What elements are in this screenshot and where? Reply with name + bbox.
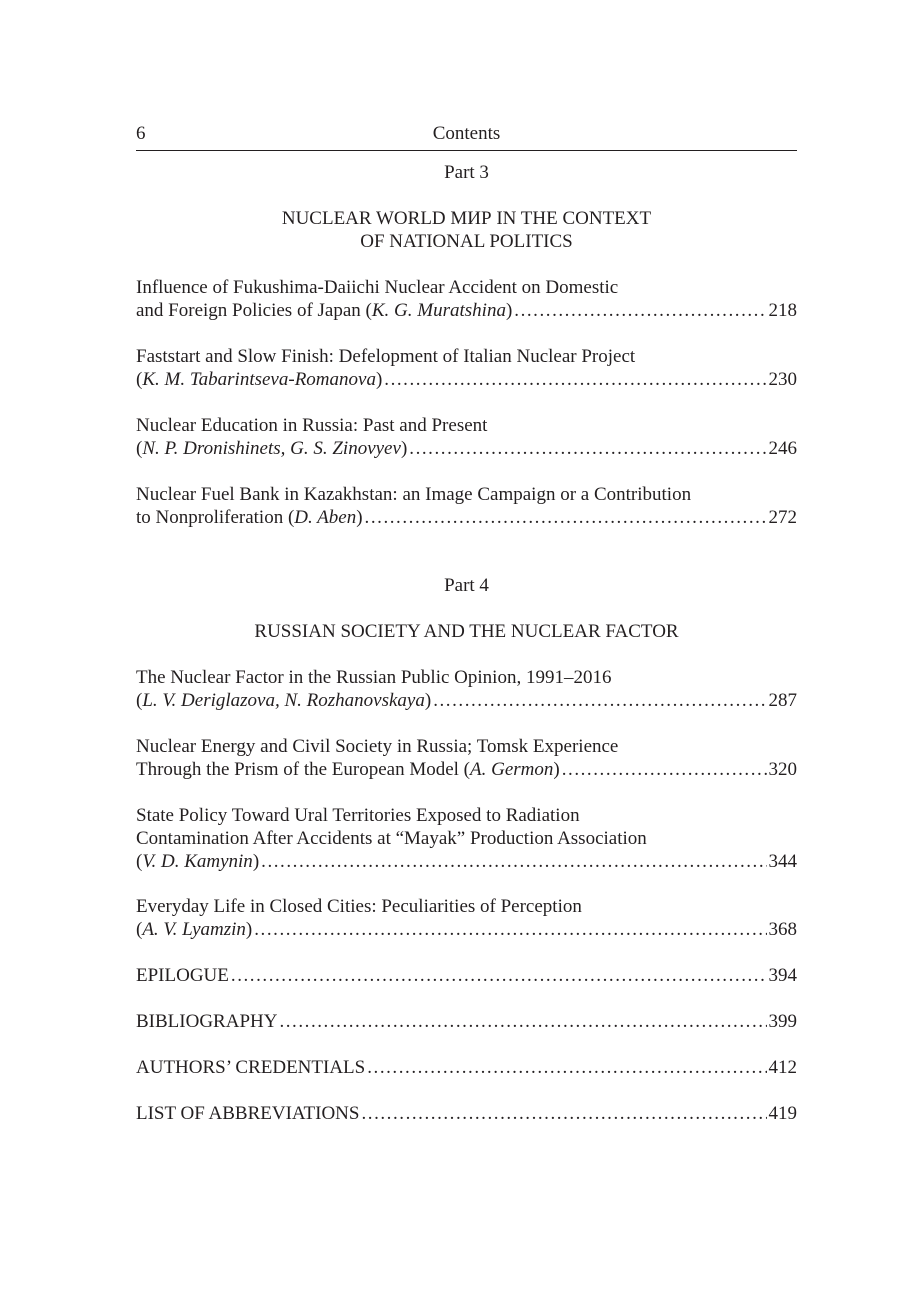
part-3-title-line-2: OF NATIONAL POLITICS <box>360 231 573 252</box>
entry-page-number: 344 <box>768 851 797 872</box>
running-title: Contents <box>432 123 501 144</box>
entry-page-number: 218 <box>768 300 797 321</box>
dot-leader <box>562 758 767 781</box>
entry-author: A. V. Lyamzin <box>142 919 246 940</box>
entry-title: LIST OF ABBREVIATIONS <box>136 1103 360 1124</box>
entry-page-number: 394 <box>768 965 797 986</box>
entry-title-continued: Contamination After Accidents at “Mayak” Production Association <box>136 828 647 849</box>
running-header <box>136 122 797 151</box>
toc-entry[interactable]: The Nuclear Factor in the Russian Public Opinion, 1991–2016 (L. V. Deriglazova, N. Rozhanovskaya) . . . 287 <box>136 666 797 712</box>
entry-title: The Nuclear Factor in the Russian Public Opinion, 1991–2016 <box>136 667 612 688</box>
entry-title: Nuclear Fuel Bank in Kazakhstan: an Image Campaign or a Contribution <box>136 484 692 505</box>
dot-leader <box>231 964 767 987</box>
entry-page-number: 399 <box>768 1011 797 1032</box>
toc-entry[interactable]: State Policy Toward Ural Territories Exposed to Radiation Contamination After Accidents at “Mayak” Production Association (V. D. Kamynin) . . . 344 <box>136 804 797 873</box>
entry-title: Faststart and Slow Finish: Defelopment of Italian Nuclear Project <box>136 346 636 367</box>
entry-author: A. Germon <box>470 759 554 780</box>
entry-title: BIBLIOGRAPHY <box>136 1011 278 1032</box>
part-3-label: Part 3 <box>444 162 489 183</box>
entry-page-number: 287 <box>768 690 797 711</box>
toc-entry[interactable]: Nuclear Energy and Civil Society in Russia; Tomsk Experience Through the Prism of the European Model (A. Germon) . . . 320 <box>136 735 797 781</box>
dot-leader <box>433 689 766 712</box>
entry-page-number: 246 <box>768 438 797 459</box>
dot-leader <box>409 437 766 460</box>
toc-entry[interactable]: Everyday Life in Closed Cities: Peculiarities of Perception (A. V. Lyamzin) . . . 368 <box>136 895 797 941</box>
entry-title: EPILOGUE <box>136 965 229 986</box>
toc-entry[interactable]: Nuclear Fuel Bank in Kazakhstan: an Image Campaign or a Contribution to Nonproliferation (D. Aben) . . . 272 <box>136 483 797 529</box>
dot-leader <box>279 1010 766 1033</box>
entry-title: Influence of Fukushima-Daiichi Nuclear Accident on Domestic <box>136 277 619 298</box>
part-3-title-line-1: NUCLEAR WORLD МИР IN THE CONTEXT <box>281 208 652 229</box>
entry-author: V. D. Kamynin <box>142 851 253 872</box>
entry-page-number: 320 <box>768 759 797 780</box>
entry-title: Everyday Life in Closed Cities: Peculiarities of Perception <box>136 896 582 917</box>
toc-entry-epilogue[interactable] <box>136 964 797 987</box>
toc-entry[interactable]: Nuclear Education in Russia: Past and Present (N. P. Dronishinets, G. S. Zinovyev) . . . 246 <box>136 414 797 460</box>
page-number: 6 <box>136 123 146 144</box>
dot-leader <box>361 1102 766 1125</box>
toc-entry-authors-credentials[interactable] <box>136 1056 797 1079</box>
part-4-title: RUSSIAN SOCIETY AND THE NUCLEAR FACTOR <box>254 621 679 642</box>
entry-page-number: 272 <box>768 507 797 528</box>
entry-author: K. M. Tabarintseva-Romanova <box>142 369 376 390</box>
dot-leader <box>254 918 766 941</box>
part-4-label: Part 4 <box>444 575 489 596</box>
dot-leader <box>367 1056 766 1079</box>
toc-entry[interactable]: Influence of Fukushima-Daiichi Nuclear Accident on Domestic and Foreign Policies of Japan (K. G. Muratshina) . . . 218 <box>136 276 797 322</box>
entry-page-number: 419 <box>768 1103 797 1124</box>
entry-page-number: 368 <box>768 919 797 940</box>
dot-leader <box>514 299 766 322</box>
entry-page-number: 412 <box>768 1057 797 1078</box>
entry-author: L. V. Deriglazova, N. Rozhanovskaya <box>142 690 425 711</box>
entry-title: Nuclear Energy and Civil Society in Russia; Tomsk Experience <box>136 736 619 757</box>
entry-author: N. P. Dronishinets, G. S. Zinovyev <box>142 438 401 459</box>
entry-title: AUTHORS’ CREDENTIALS <box>136 1057 366 1078</box>
toc-entry[interactable]: Faststart and Slow Finish: Defelopment of Italian Nuclear Project (K. M. Tabarintseva-Romanova) . . . 230 <box>136 345 797 391</box>
dot-leader <box>261 850 766 873</box>
toc-entry-bibliography[interactable] <box>136 1010 797 1033</box>
entry-title: State Policy Toward Ural Territories Exposed to Radiation <box>136 805 580 826</box>
toc-entry-list-of-abbreviations[interactable] <box>136 1102 797 1125</box>
entry-author: K. G. Muratshina <box>371 300 506 321</box>
entry-title: Nuclear Education in Russia: Past and Present <box>136 415 488 436</box>
dot-leader <box>384 368 766 391</box>
dot-leader <box>365 506 767 529</box>
entry-author: D. Aben <box>294 507 357 528</box>
entry-page-number: 230 <box>768 369 797 390</box>
